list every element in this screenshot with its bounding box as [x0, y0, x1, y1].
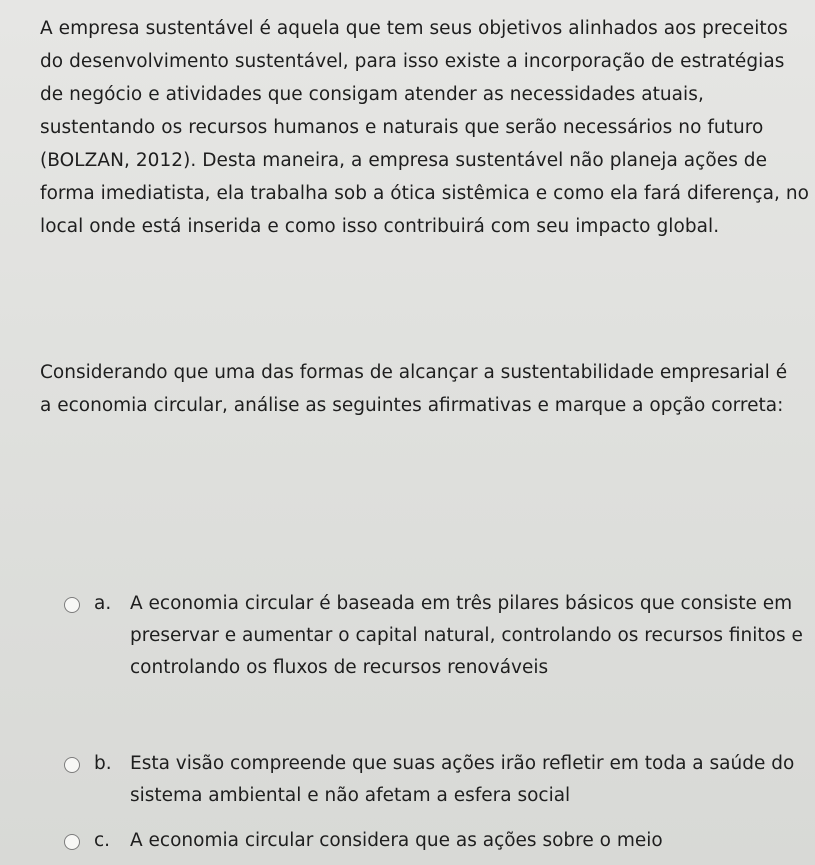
radio-option-b[interactable] [64, 757, 80, 773]
question-prompt [40, 356, 800, 422]
question-text: Considerando que uma das formas de alcançar a sustentabilidade empresarial é a economia circular, análise as seguintes afirmativas e marque a opção correta: [40, 362, 788, 416]
option-a-text: A economia circular é baseada em três pilares básicos que consiste em preservar e aumentar o capital natural, controlando os recursos finitos e controlando os fluxos de recursos renováveis [130, 593, 803, 678]
option-c[interactable] [64, 825, 809, 857]
question-passage [40, 12, 810, 243]
option-a[interactable] [64, 588, 809, 684]
option-b[interactable] [64, 748, 809, 812]
option-b-text: Esta visão compreende que suas ações irão refletir em toda a saúde do sistema ambiental e não afetam a esfera social [130, 753, 795, 806]
radio-option-c[interactable] [64, 834, 80, 850]
radio-option-a[interactable] [64, 597, 80, 613]
passage-text: A empresa sustentável é aquela que tem seus objetivos alinhados aos preceitos do desenvolvimento sustentável, para isso existe a incorporação de estratégias de negócio e atividades que consigam atender as necessidades atuais, sustentando os recursos humanos e naturais que serão necessários no futuro (BOLZAN, 2012). Desta maneira, a empresa sustentável não planeja ações de forma imediatista, ela trabalha sob a ótica sistêmica e como ela fará diferença, no local onde está inserida e como isso contribuirá com seu impacto global. [40, 18, 810, 237]
option-a-letter: a. [94, 593, 112, 614]
option-b-letter: b. [94, 753, 112, 774]
option-c-letter: c. [94, 830, 111, 851]
option-c-text: A economia circular considera que as ações sobre o meio [130, 830, 663, 851]
